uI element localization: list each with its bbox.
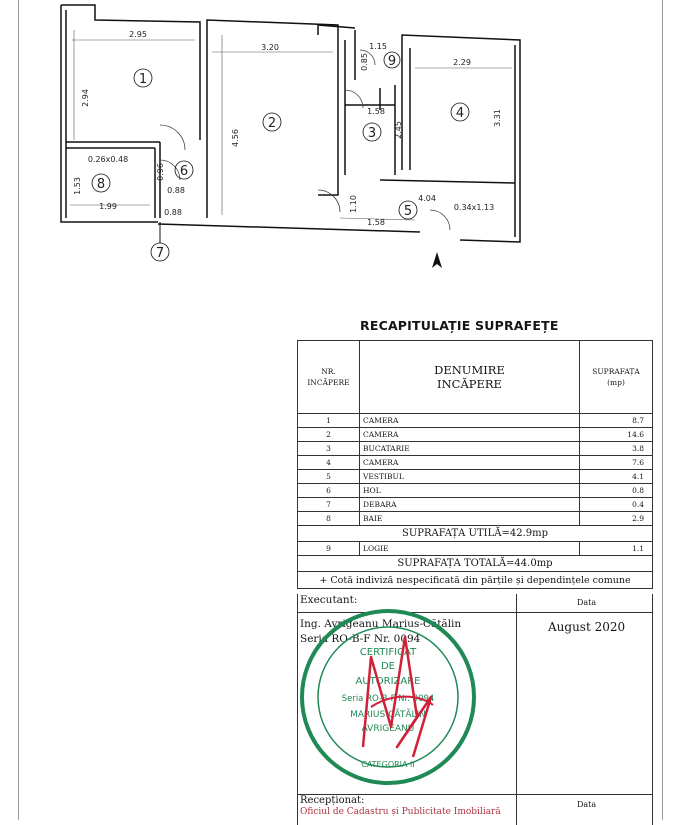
dim-0-85: 0.85 bbox=[360, 53, 369, 71]
note-row bbox=[298, 572, 653, 589]
stamp-line-5: MARIUS CĂTĂLIN bbox=[350, 710, 426, 720]
dimension-labels bbox=[73, 30, 502, 227]
row-nr: 8 bbox=[298, 512, 360, 526]
recap-header-row bbox=[298, 341, 653, 414]
receptie-date-label: Data bbox=[577, 800, 597, 809]
row-name: VESTIBUL bbox=[360, 470, 580, 484]
room-8-number: 8 bbox=[96, 177, 106, 192]
header-nr-line1: NR. bbox=[321, 367, 336, 376]
share-note: + Cotă indiviză nespecificată din părțile și dependințele comune bbox=[298, 572, 653, 589]
header-area bbox=[580, 341, 653, 414]
header-name-line2: INCĂPERE bbox=[437, 377, 502, 391]
header-nr bbox=[298, 341, 360, 414]
dim-0-88-upper: 0.88 bbox=[167, 186, 185, 195]
dim-0-96: 0.96 bbox=[156, 163, 165, 181]
table-row bbox=[298, 470, 653, 484]
dim-0-88-lower: 0.88 bbox=[164, 208, 182, 217]
stamp-line-4: Seria RO-B-F Nr. 0094 bbox=[341, 694, 435, 704]
row-area: 8.7 bbox=[580, 414, 653, 428]
room-number-marks bbox=[92, 52, 469, 261]
header-area-line2: (mp) bbox=[607, 378, 625, 387]
table-row bbox=[298, 456, 653, 470]
receptie-date-block bbox=[515, 794, 653, 825]
stamp-line-7: CATEGORIA II bbox=[361, 760, 415, 769]
dim-1-58-top: 1.58 bbox=[367, 107, 385, 116]
room-2-number: 2 bbox=[267, 116, 277, 131]
dim-2-95: 2.95 bbox=[129, 30, 147, 39]
row-area: 1.1 bbox=[580, 542, 653, 556]
room-6-number: 6 bbox=[179, 164, 189, 179]
row-nr: 3 bbox=[298, 442, 360, 456]
stamp-line-6: AVRIGEANU bbox=[361, 724, 415, 734]
row-name: CAMERA bbox=[360, 428, 580, 442]
dim-0-26x0-48: 0.26x0.48 bbox=[87, 155, 129, 164]
dim-0-34x1-13: 0.34x1.13 bbox=[453, 203, 495, 212]
recap-table bbox=[297, 340, 653, 589]
row-area: 0.4 bbox=[580, 498, 653, 512]
useful-area-row bbox=[298, 526, 653, 542]
row-nr: 7 bbox=[298, 498, 360, 512]
table-row bbox=[298, 512, 653, 526]
row-nr: 2 bbox=[298, 428, 360, 442]
executant-date: August 2020 bbox=[548, 620, 626, 634]
dim-1-15: 1.15 bbox=[369, 42, 387, 51]
entrance-arrow-icon bbox=[432, 252, 442, 268]
table-row bbox=[298, 414, 653, 428]
authorization-stamp bbox=[293, 597, 483, 797]
dim-1-99: 1.99 bbox=[99, 202, 117, 211]
room-5-number: 5 bbox=[403, 204, 413, 219]
table-row bbox=[298, 428, 653, 442]
total-area: SUPRAFAȚA TOTALĂ=44.0mp bbox=[298, 556, 653, 572]
row-name: LOGIE bbox=[360, 542, 580, 556]
row-name: HOL bbox=[360, 484, 580, 498]
row-area: 3.8 bbox=[580, 442, 653, 456]
row-nr: 5 bbox=[298, 470, 360, 484]
stamp-line-1: CERTIFICAT bbox=[359, 647, 417, 658]
table-row bbox=[298, 442, 653, 456]
dim-4-04: 4.04 bbox=[418, 194, 436, 203]
dim-2-94: 2.94 bbox=[81, 89, 90, 107]
floor-plan bbox=[0, 0, 687, 300]
row-name: CAMERA bbox=[360, 414, 580, 428]
table-row bbox=[298, 484, 653, 498]
door-swings bbox=[160, 50, 450, 230]
row-area: 14.6 bbox=[580, 428, 653, 442]
row-area: 7.6 bbox=[580, 456, 653, 470]
room-7-number: 7 bbox=[155, 246, 165, 261]
room-1-number: 1 bbox=[138, 72, 148, 87]
executant-name: Ing. Avrigeanu Marius-Cătălin bbox=[300, 618, 462, 630]
row-nr: 4 bbox=[298, 456, 360, 470]
dim-1-10: 1.10 bbox=[349, 195, 358, 213]
row-area: 0.8 bbox=[580, 484, 653, 498]
row-name: DEBARA bbox=[360, 498, 580, 512]
room-4-number: 4 bbox=[455, 106, 465, 121]
receptie-label: Recepționat: bbox=[300, 795, 365, 806]
stamp-line-3: AUTORIZARE bbox=[355, 676, 421, 687]
dim-1-58-bottom: 1.58 bbox=[367, 218, 385, 227]
dim-4-56: 4.56 bbox=[231, 129, 240, 147]
row-name: CAMERA bbox=[360, 456, 580, 470]
header-area-line1: SUPRAFAȚA bbox=[592, 367, 640, 376]
header-name bbox=[360, 341, 580, 414]
row-area: 4.1 bbox=[580, 470, 653, 484]
table-row bbox=[298, 542, 653, 556]
row-area: 2.9 bbox=[580, 512, 653, 526]
dim-2-45: 2.45 bbox=[394, 121, 403, 139]
table-row bbox=[298, 498, 653, 512]
row-nr: 1 bbox=[298, 414, 360, 428]
dimension-lines bbox=[70, 30, 512, 220]
room-9-number: 9 bbox=[387, 54, 397, 69]
row-name: BUCATARIE bbox=[360, 442, 580, 456]
dim-3-31: 3.31 bbox=[493, 109, 502, 127]
header-nr-line2: INCĂPERE bbox=[307, 378, 350, 387]
dim-3-20: 3.20 bbox=[261, 43, 279, 52]
executant-date-label: Data bbox=[577, 598, 597, 607]
room-3-number: 3 bbox=[367, 126, 377, 141]
executant-series: Seria RO-B-F Nr. 0094 bbox=[300, 633, 421, 645]
useful-area-total: SUPRAFAȚA UTILĂ=42.9mp bbox=[298, 526, 653, 542]
row-nr: 9 bbox=[298, 542, 360, 556]
dim-1-53: 1.53 bbox=[73, 177, 82, 195]
plan-walls bbox=[61, 5, 520, 242]
stamp-line-2: DE bbox=[380, 661, 396, 672]
row-name: BAIE bbox=[360, 512, 580, 526]
row-nr: 6 bbox=[298, 484, 360, 498]
total-area-row bbox=[298, 556, 653, 572]
recap-title: RECAPITULAȚIE SUPRAFEȚE bbox=[360, 318, 559, 333]
receptie-office: Oficiul de Cadastru și Publicitate Imobiliară bbox=[300, 807, 501, 817]
header-name-line1: DENUMIRE bbox=[434, 363, 505, 377]
dim-2-29: 2.29 bbox=[453, 58, 471, 67]
executant-label: Executant: bbox=[300, 594, 358, 606]
